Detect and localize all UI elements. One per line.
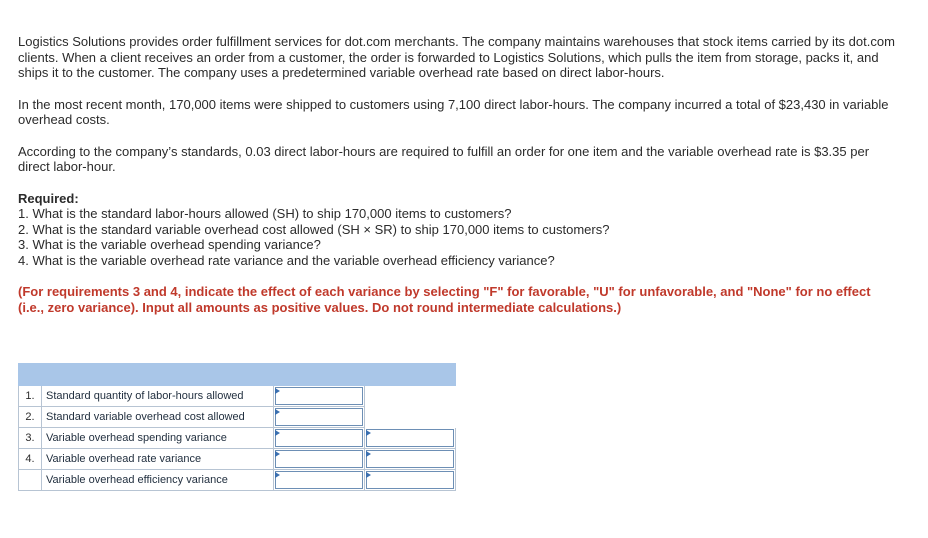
- input-marker-icon: [275, 388, 280, 394]
- input-marker-icon: [366, 451, 371, 457]
- row-label: Variable overhead rate variance: [42, 449, 274, 470]
- row-number: 1.: [19, 386, 42, 407]
- amount-input[interactable]: [274, 407, 365, 428]
- amount-input[interactable]: [274, 386, 365, 407]
- intro-paragraph-3: According to the company’s standards, 0.03 direct labor-hours are required to fulfill an order for one item and the variable overhead rate is $3.35 per direct labor-hour.: [18, 143, 870, 174]
- required-item-3: 3. What is the variable overhead spending variance?: [18, 237, 321, 252]
- row-number: 2.: [19, 407, 42, 428]
- answer-row: [19, 386, 456, 407]
- input-marker-icon: [275, 409, 280, 415]
- answer-row: [19, 428, 456, 449]
- row-label: Variable overhead spending variance: [42, 428, 274, 449]
- amount-input[interactable]: [274, 428, 365, 449]
- answer-row: [19, 470, 456, 491]
- answer-table: [18, 363, 456, 491]
- row-number: [19, 470, 42, 491]
- amount-input[interactable]: [274, 470, 365, 491]
- required-item-1: 1. What is the standard labor-hours allowed (SH) to ship 170,000 items to customers?: [18, 206, 512, 221]
- intro-paragraph-1: Logistics Solutions provides order fulfillment services for dot.com merchants. The company maintains warehouses that stock items carried by its dot.com clients. When a client receives an order from a customer, the order is forwarded to Logistics Solutions, which pulls the item from storage, packs it, and ships it to the customer. The company uses a predetermined variable overhead rate based on direct labor-hours.: [18, 34, 895, 80]
- effect-select[interactable]: [365, 449, 456, 470]
- input-marker-icon: [275, 430, 280, 436]
- required-list: [18, 206, 898, 268]
- input-marker-icon: [275, 472, 280, 478]
- intro-paragraph-2: In the most recent month, 170,000 items were shipped to customers using 7,100 direct labor-hours. The company incurred a total of $23,430 in variable overhead costs.: [18, 96, 889, 127]
- amount-input[interactable]: [274, 449, 365, 470]
- input-marker-icon: [366, 472, 371, 478]
- answer-row: [19, 449, 456, 470]
- effect-select[interactable]: [365, 428, 456, 449]
- input-marker-icon: [366, 430, 371, 436]
- effect-select[interactable]: [365, 470, 456, 491]
- row-label: Variable overhead efficiency variance: [42, 470, 274, 491]
- row-label: Standard quantity of labor-hours allowed: [42, 386, 274, 407]
- answer-row: [19, 407, 456, 428]
- input-marker-icon: [275, 451, 280, 457]
- answer-table-header: [19, 364, 456, 386]
- instructions-text: (For requirements 3 and 4, indicate the effect of each variance by selecting "F" for favorable, "U" for unfavorable, and "None" for no effect (i.e., zero variance). Input all amounts as positive values. Do not round intermediate calculations.): [18, 284, 871, 315]
- problem-text: [18, 34, 898, 316]
- required-heading: Required:: [18, 190, 79, 206]
- required-item-4: 4. What is the variable overhead rate variance and the variable overhead efficiency variance?: [18, 252, 555, 268]
- required-item-2: 2. What is the standard variable overhead cost allowed (SH × SR) to ship 170,000 items to customers?: [18, 221, 610, 237]
- row-label: Standard variable overhead cost allowed: [42, 407, 274, 428]
- row-number: 4.: [19, 449, 42, 470]
- row-number: 3.: [19, 428, 42, 449]
